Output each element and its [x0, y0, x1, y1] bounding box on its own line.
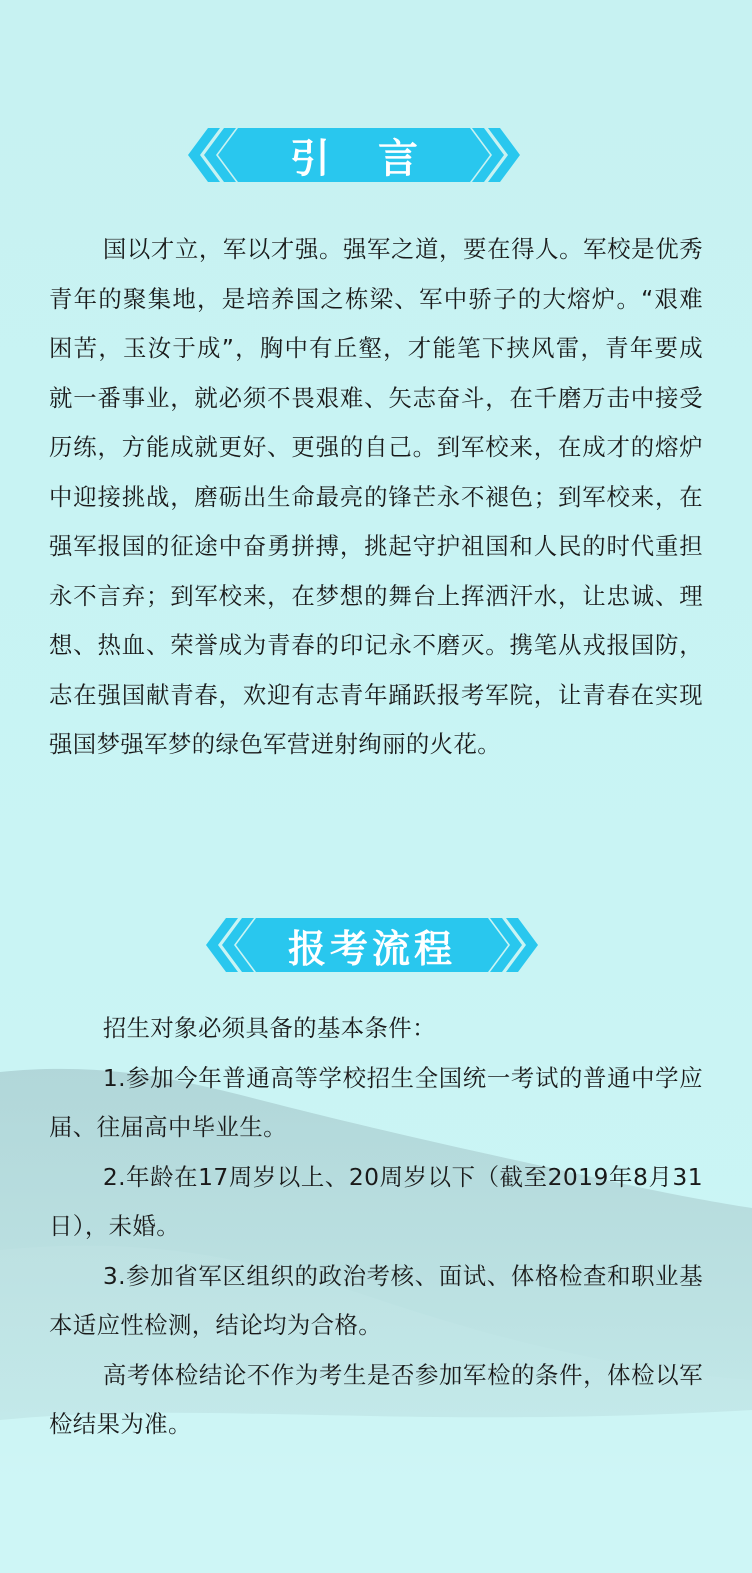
intro-section-banner	[188, 128, 520, 182]
intro-title: 引言	[290, 135, 466, 182]
intro-paragraph: 国以才立，军以才强。强军之道，要在得人。军校是优秀青年的聚集地，是培养国之栋梁、军中骄子的大熔炉。“艰难困苦，玉汝于成”，胸中有丘壑，才能笔下挟风雷，青年要成就一番事业，就必须不畏艰难、矢志奋斗，在千磨万击中接受历练，方能成就更好、更强的自己。到军校来，在成才的熔炉中迎接挑战，磨砺出生命最亮的锋芒永不褪色；到军校来，在强军报国的征途中奋勇拼搏，挑起守护祖国和人民的时代重担永不言弃；到军校来，在梦想的舞台上挥洒汗水，让忠诚、理想、热血、荣誉成为青春的印记永不磨灭。携笔从戎报国防，志在强国献青春，欢迎有志青年踊跃报考军院，让青春在实现强国梦强军梦的绿色军营迸射绚丽的火花。	[49, 235, 703, 758]
requirement-item-1: 1.参加今年普通高等学校招生全国统一考试的普通中学应届、往届高中毕业生。	[49, 1063, 703, 1141]
requirement-item-2: 2.年龄在17周岁以上、20周岁以下（截至2019年8月31日），未婚。	[49, 1162, 703, 1240]
process-title: 报考流程	[287, 926, 456, 971]
physical-exam-note: 高考体检结论不作为考生是否参加军检的条件，体检以军检结果为准。	[49, 1360, 703, 1438]
process-section-banner	[206, 918, 538, 972]
requirement-item-3: 3.参加省军区组织的政治考核、面试、体格检查和职业基本适应性检测，结论均为合格。	[49, 1261, 703, 1339]
intro-text-block	[49, 225, 703, 770]
process-text-block	[49, 1004, 703, 1450]
requirements-intro: 招生对象必须具备的基本条件：	[102, 1014, 436, 1042]
